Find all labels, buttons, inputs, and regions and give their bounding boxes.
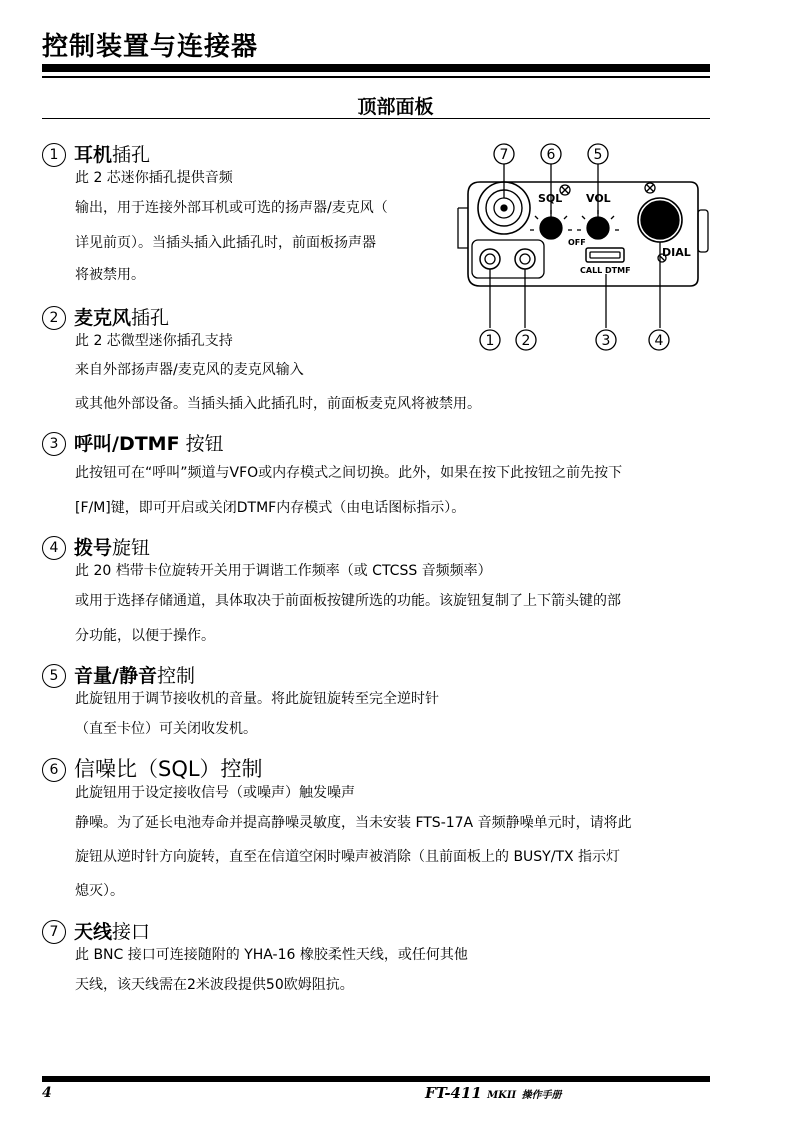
title-rule-thin [42,76,710,78]
callout-number: 7 [42,920,66,944]
section-heading-4 [42,533,150,560]
body-line: [F/M]键，即可开启或关闭DTMF内存模式（由电话图标指示）。 [75,500,466,516]
body-line: 静噪。为了延长电池寿命并提高静噪灵敏度，当未安装 FTS-17A 音频静噪单元时，请将此 [75,815,632,831]
body-line: 天线，该天线需在2米波段提供50欧姆阻抗。 [75,977,354,993]
heading-rest: 插孔 [112,144,151,166]
antenna-connector [478,182,530,234]
body-line: 输出，用于连接外部耳机或可选的扬声器/麦克风（ [75,200,388,216]
section-heading-6 [42,753,263,783]
manual-label: 操作手册 [521,1090,562,1101]
sql-label: SQL [538,192,563,205]
page-number: 4 [42,1085,52,1101]
heading-bold: 天线 [74,921,113,943]
section-heading-1 [42,140,150,167]
callout-bottom-1 [480,330,500,350]
footer-manual-title [425,1084,561,1102]
callout-text: 6 [546,147,556,163]
microphone-jack [515,249,535,269]
body-line: 熄灭）。 [75,883,124,899]
earphone-jack [480,249,500,269]
heading-rest: 控制 [156,665,195,687]
callout-text: 7 [499,147,509,163]
callout-number: 5 [42,664,66,688]
section-heading-7 [42,917,150,944]
body-line: 或其他外部设备。当插头插入此插孔时，前面板麦克风将被禁用。 [75,396,481,412]
body-line: 此 BNC 接口可连接随附的 YHA-16 橡胶柔性天线，或任何其他 [75,947,468,963]
callout-bottom-4 [649,330,669,350]
body-line: 此旋钮用于调节接收机的音量。将此旋钮旋转至完全逆时针 [75,691,439,707]
heading-rest: 信噪比（SQL）控制 [74,757,263,781]
callout-number: 2 [42,306,66,330]
callout-top-6 [541,144,561,164]
body-line: 将被禁用。 [75,267,145,283]
callout-text: 4 [654,333,664,349]
body-line: 来自外部扬声器/麦克风的麦克风输入 [75,362,304,378]
call-dtmf-button [586,248,624,262]
dial-label: DIAL [662,246,691,259]
callout-number: 4 [42,536,66,560]
top-panel-diagram [440,138,720,358]
body-line: 此 20 档带卡位旋转开关用于调谐工作频率（或 CTCSS 音频频率） [75,563,492,579]
body-line: 此 2 芯微型迷你插孔支持 [75,333,233,349]
heading-bold: 拨号 [74,537,113,559]
body-line: 详见前页）。当插头插入此插孔时，前面板扬声器 [75,235,376,251]
callout-top-5 [588,144,608,164]
subtitle-rule [42,118,710,119]
body-line: 此 2 芯迷你插孔提供音频 [75,170,233,186]
heading-bold: 呼叫/DTMF [74,433,180,455]
callout-number: 6 [42,758,66,782]
body-line: 或用于选择存储通道，具体取决于前面板按键所选的功能。该旋钮复制了上下箭头键的部 [75,593,621,609]
footer-rule [42,1076,710,1082]
section-heading-2 [42,303,169,330]
heading-rest: 按钮 [179,433,224,455]
heading-rest: 旋钮 [112,537,151,559]
heading-rest: 插孔 [131,307,170,329]
callout-bottom-2 [516,330,536,350]
title-rule-thick [42,64,710,72]
model-name: FT-411 [425,1084,482,1102]
callout-bottom-3 [596,330,616,350]
vol-label: VOL [586,192,611,205]
section-heading-3 [42,429,224,456]
heading-bold: 耳机 [74,144,113,166]
call-dtmf-label: CALL DTMF [580,266,631,275]
body-line: 此旋钮用于设定接收信号（或噪声）触发噪声 [75,785,355,801]
callout-top-7 [494,144,514,164]
off-label: OFF [568,238,586,247]
dial-knob [638,198,682,242]
section-heading-5 [42,661,195,688]
section-subtitle: 顶部面板 [357,96,434,118]
model-variant: MKII [487,1090,517,1101]
page-title: 控制装置与连接器 [42,32,259,62]
heading-rest: 接口 [112,921,151,943]
callout-number: 1 [42,143,66,167]
callout-text: 2 [521,333,531,349]
heading-bold: 麦克风 [74,307,132,329]
body-line: （直至卡位）可关闭收发机。 [75,721,257,737]
callout-number: 3 [42,432,66,456]
callout-text: 5 [593,147,603,163]
callout-text: 3 [601,333,611,349]
body-line: 旋钮从逆时针方向旋转，直至在信道空闲时噪声被消除（且前面板上的 BUSY/TX 指示灯 [75,849,621,865]
body-line: 分功能，以便于操作。 [75,628,215,644]
callout-text: 1 [485,333,495,349]
heading-bold: 音量/静音 [74,665,157,687]
body-line: 此按钮可在“呼叫”频道与VFO或内存模式之间切换。此外，如果在按下此按钮之前先按下 [75,465,623,481]
